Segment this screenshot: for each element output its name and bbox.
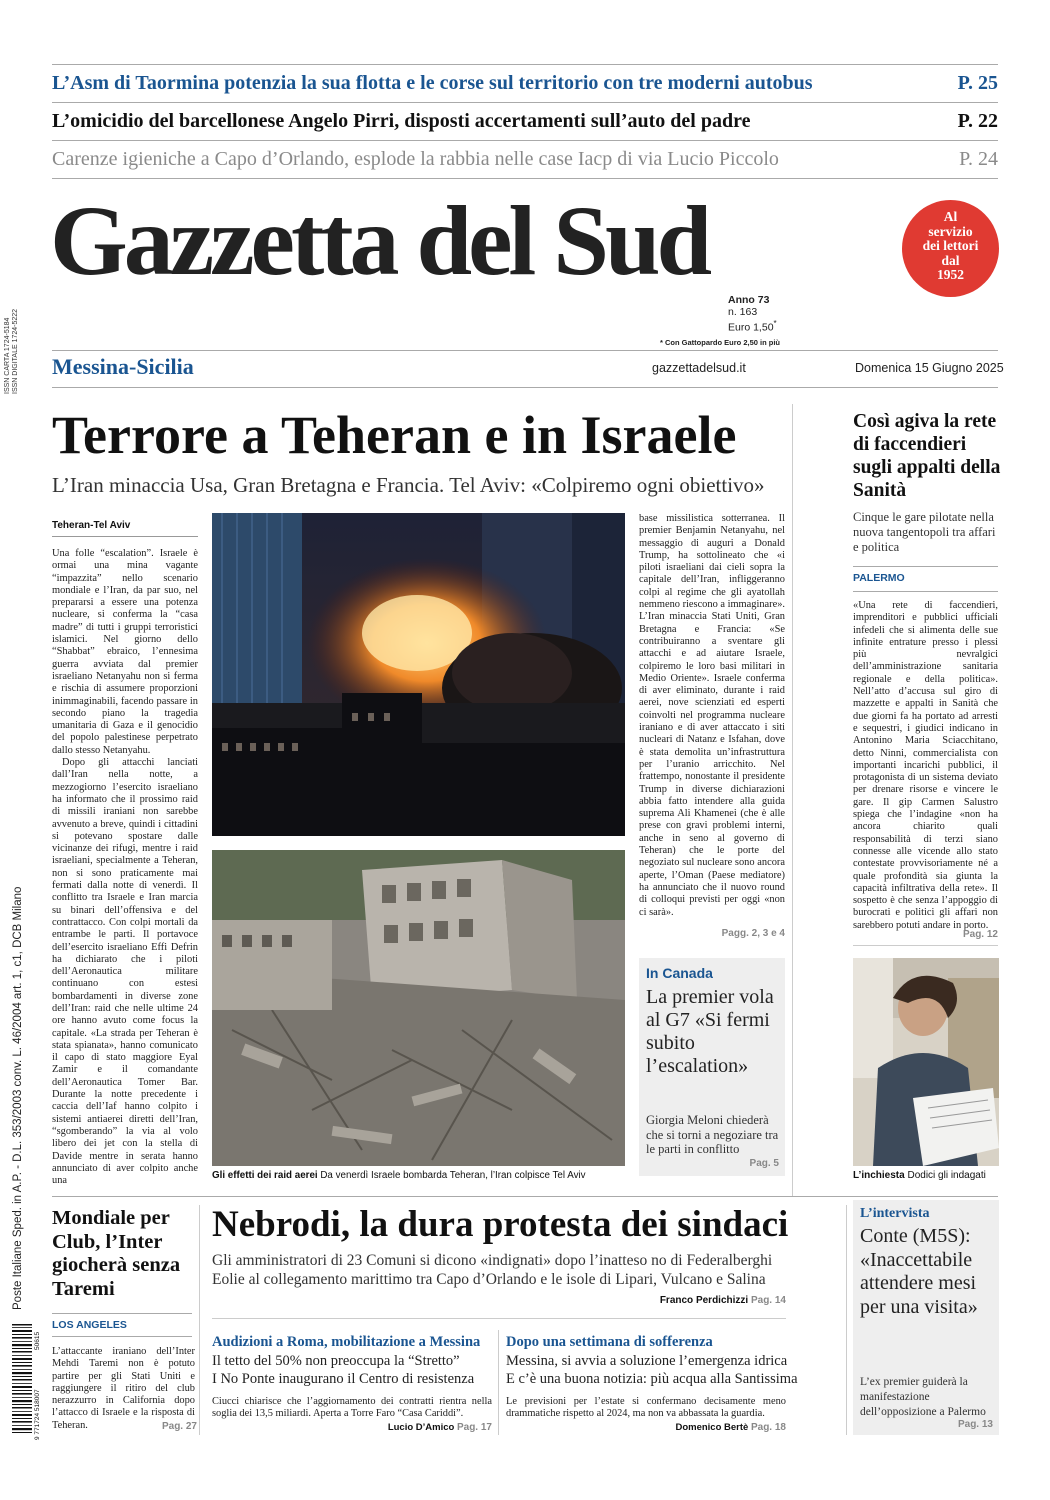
bottom-col-rule-2 [846,1205,847,1435]
teaser-3-text: Carenze igieniche a Capo d’Orlando, esplode la rabbia nelle case Iacp di via Lucio Piccolo [52,148,779,170]
bottom-col-rule-3 [498,1330,499,1435]
acqua-byline [506,1422,786,1433]
inter-body: L’attaccante iraniano dell’Inter Mehdi Taremi non è potuto partire per gli Stati Uniti e raggiungere il ritiro del club nerazzurro in California dopo l’attacco di Israele e la risposta di Teheran. [52,1346,195,1431]
lead-photo-explosion [212,513,625,836]
teaser-2[interactable] [52,103,998,141]
teaser-1-text: L’Asm di Taormina potenzia la sua flotta e le corse sul territorio con tre moderni autobus [52,72,813,94]
numero: n. 163 [728,305,758,318]
issue-info [728,295,777,334]
rubble-image [212,850,625,1166]
sanita-dateline: PALERMO [853,572,905,584]
sanita-caption [853,1170,1003,1181]
intervista-box[interactable] [853,1200,999,1435]
lead-column-1 [52,548,198,1187]
sanita-body: «Una rete di faccendieri, imprenditori e pubblici ufficiali infedeli che si alimenta delle sue infinite entrature presso i plessi più nevralgici dell’amministrazione sanitaria regionale e della politica». Nell’atto d’accusa sul giro di mazzette e appalti in Sanità che due giorni fa ha portato ad arresti e sequestri, i giudici indicano in Antonino Maria Sciacchitano, detto Ninni, commercialista con importanti incarichi pubblici, il protagonista di un sistema deviato per drenare risorse e vincere le gare. Il gip Carmen Salustro spiega che l’indagine «non ha ancora chiarito quali responsabilità di terzi siano connesse alle vicende allo stato contestate provvisoriamente né a quale profondità sia giunta la capacità infiltrativa della rete». Il sospetto è che senza l’appoggio di burocrati e politici gli affari non sarebbero potuti andare in porto. [853,600,998,931]
teaser-1-page: P. 25 [957,72,998,94]
nebrodi-subhead: Gli amministratori di 23 Comuni si dicono «indignati» dopo l’inatteso no di Federalberghi Eolie al collegamento marittimo tra Capo d’Orlando e le isole di Lipari, Vulcano e Salina [212,1252,773,1288]
prezzo: Euro 1,50 [728,321,774,334]
sanita-caption-bold: L’inchiesta [853,1170,905,1181]
bottom-section-rule [52,1196,998,1197]
intervista-text: L’ex premier guiderà la manifestazione dell’opposizione a Palermo [860,1376,986,1418]
sanita-page[interactable]: Pag. 12 [962,929,998,940]
intervista-page: Pag. 13 [957,1419,993,1430]
issn-block [4,309,20,394]
teaser-2-page: P. 22 [957,110,998,132]
masthead-rule-bottom [52,387,998,388]
lead-subhead: L’Iran minaccia Usa, Gran Bretagna e Francia. Tel Aviv: «Colpiremo ogni obiettivo» [52,473,765,497]
canada-kicker: In Canada [646,965,713,981]
sanita-subhead: Cinque le gare pilotate nella nuova tangentopoli tra affari e politica [853,510,996,554]
sanita-headline[interactable]: Così agiva la rete di faccendieri sugli appalti della Sanità [853,411,1001,501]
explosion-image [212,513,625,836]
nebrodi-headline[interactable]: Nebrodi, la dura protesta dei sindaci [212,1204,789,1245]
lead-photo-caption [212,1170,632,1181]
anno: Anno 73 [728,294,770,306]
teaser-3-page: P. 24 [959,148,998,170]
caption-text: Da venerdì Israele bombarda Teheran, l’Iran colpisce Tel Aviv [320,1170,586,1181]
founding-badge [902,200,999,297]
badge-line-3: dei lettori [922,238,979,253]
lead-col1-para1: Una folle “escalation”. Israele è ormai una mina vagante “impazzita” nello scenario mondiale e l’Iran, da par suo, nel prepararsi a essere una potenza nucleare, si conferma la “casa madre” di tutti i gruppi terroristici islamici. Nel giorno dello “Shabbat” ebraico, l’ennesima guerra avviata dal premier israeliano Netanyahu non si ferma e rischia di assumere proporzioni inimmaginabili, facendo passare in secondo piano la tragedia umanitaria di Gaza e il genocidio del popolo palestinese perpetrato dallo stesso Netanyahu. [52,548,198,756]
audizioni-line1: Il tetto del 50% non preoccupa la “Stretto” [212,1353,460,1369]
intervista-headline: Conte (M5S): «Inaccettabile attendere mesi per una visita» [860,1225,978,1318]
sanita-dateline-rule [853,591,998,592]
canada-text: Giorgia Meloni chiederà che si torni a negoziare tra le parti in conflitto [646,1113,779,1156]
acqua-author: Domenico Bertè [675,1422,749,1433]
canada-headline: La premier vola al G7 «Si fermi subito l’escalation» [646,986,774,1077]
sanita-bottom-rule [853,945,998,946]
police-officer-image [853,958,999,1166]
sanita-rule [853,566,998,567]
audizioni-line2: I No Ponte inaugurano il Centro di resistenza [212,1371,475,1387]
nebrodi-byline [212,1295,786,1306]
dateline-rule [52,536,198,537]
nebrodi-page[interactable]: Pag. 14 [750,1295,786,1306]
lead-column-3: base missilistica sotterranea. Il premier Benjamin Netanyahu, nel messaggio di auguri a Donald Trump, ha sottolineato che «i piloti israeliani dai cieli sopra la capitale dell’Iran, infliggeranno colpi al regime che gli ayatollah nemmeno riescono a immaginare». L’Iran minaccia Stati Uniti, Gran Bretagna e Francia: «Se contribuiranno a sventare gli attacchi e ad aiutare Israele, colpiremo le loro basi militari in Medio Oriente». Israele conferma di aver eliminato, durante i raid aerei, nove scienziati ed esperti coinvolti nel programma nucleare iraniano e di aver attaccato i siti nucleari di Natanz e Isfahan, dove è stata demolita un’infrastruttura per l’uranio arricchito. Nel frattempo, nonostante il presidente Trump in diverse dichiarazioni abbia fatto intendere alla guida suprema Ali Khamenei (che è alle prese con gravi problemi interni, anche in seno al governo di Teheran) che le porte del negoziato sul nucleare sono ancora aperte, l’Oman (Paese mediatore) ha annunciato che il nuovo round di colloqui previsti per oggi «non ci sarà». [639,513,785,918]
acqua-kicker[interactable]: Dopo una settimana di sofferenza [506,1334,713,1350]
audizioni-byline [212,1422,492,1433]
sanita-photo [853,958,999,1166]
inter-page[interactable]: Pag. 27 [161,1421,197,1432]
teaser-3[interactable] [52,141,998,179]
canada-page: Pag. 5 [749,1158,779,1169]
acqua-line2: E c’è una buona notizia: più acqua alla Santissima [506,1371,798,1387]
issue-date: Domenica 15 Giugno 2025 [855,361,1004,375]
barcode-issue: 50615 [34,1331,41,1350]
nebrodi-author: Franco Perdichizzi [659,1295,749,1306]
audizioni-page[interactable]: Pag. 17 [456,1422,492,1433]
inter-headline[interactable]: Mondiale per Club, l’Inter giocherà senza Taremi [52,1207,181,1300]
badge-line-4: dal [941,252,960,268]
issn-carta: ISSN CARTA 1724-5184 [4,317,11,394]
nebrodi-rule [212,1318,786,1319]
badge-line-1: Al [943,209,958,224]
acqua-line1: Messina, si avvia a soluzione l’emergenza idrica [506,1353,788,1369]
lead-col1-para2: Dopo gli attacchi lanciati dall’Iran nella notte, a mezzogiorno l’esercito israeliano ha informato che il prossimo raid di missili iraniani non sarebbe avvenuto a breve, quindi i cittadini si potevano spostare dalle vicinanze dei rifugi, mentre i raid israeliani, specialmente a Teheran, non si sono praticamente mai fermati dalla notte di venerdì. Il conflitto tra Israele e Iran marcia su binari dell’offensiva e del contrattacco. Con colpi mortali da entrambe le parti. Il portavoce dell’esercito israeliano Effi Defrin ha dichiarato che i piloti dell’Aeronautica militare continuano con estesi bombardamenti in diverse zone dell’Iran: raid che nelle ultime 24 ore hanno avuto come focus la capitale. «La strada per Teheran è stata spianata», hanno comunicato il capo di stato maggiore Eyal Zamir e il comandante dell’Aeronautica Tomer Bar. Durante la notte precedente i caccia dell’Iaf hanno colpito i sistemi antiaerei diretti dell’Iran, “sgomberando” la via al volo libero dei jet con la stella di Davide mentre in serata hanno annunciato di aver colpito anche una [52,757,198,1187]
issn-digitale: ISSN DIGITALE 1724-5222 [12,308,19,394]
acqua-page[interactable]: Pag. 18 [750,1422,786,1433]
inter-rule [52,1313,192,1314]
teaser-2-text: L’omicidio del barcellonese Angelo Pirri, disposti accertamenti sull’auto del padre [52,110,751,132]
audizioni-author: Lucio D’Amico [387,1422,455,1433]
prezzo-asterisk: * [773,319,777,328]
inter-dateline-rule [52,1336,192,1337]
edition-label: Messina-Sicilia [52,354,194,379]
lead-pages[interactable]: Pagg. 2, 3 e 4 [721,928,785,939]
acqua-body: Le previsioni per l’estate si confermano decisamente meno drammatiche rispetto al 2024, ma non va abbassata la guardia. [506,1396,786,1420]
masthead-title: Gazzetta del Sud [50,185,709,296]
column-rule-right [792,404,793,1196]
barcode-number: 9 771724 518007 [34,1389,41,1440]
badge-line-5: 1952 [937,267,964,282]
website[interactable]: gazzettadelsud.it [652,361,746,375]
teaser-1[interactable] [52,65,998,103]
masthead-rule-top [52,350,998,351]
badge-line-2: servizio [928,223,973,239]
postal-notice: Poste Italiane Sped. in A.P. - D.L. 353/2003 conv. L. 46/2004 art. 1, c1, DCB Milano [12,886,24,1310]
lead-dateline: Teheran-Tel Aviv [52,520,131,531]
caption-bold: Gli effetti dei raid aerei [212,1170,318,1181]
lead-photo-rubble [212,850,625,1166]
intervista-kicker: L’intervista [860,1206,930,1221]
canada-box[interactable] [639,958,785,1176]
price-note: * Con Gattopardo Euro 2,50 in più [660,338,781,347]
sanita-caption-text: Dodici gli indagati [907,1170,986,1181]
inter-dateline: LOS ANGELES [52,1319,127,1331]
audizioni-body: Ciucci chiarisce che l’aggiornamento dei contratti rientra nella soglia dei 13,5 miliardi. Aperta a Torre Faro “Casa Cariddi”. [212,1396,492,1420]
lead-headline[interactable]: Terrore a Teheran e in Israele [52,405,737,465]
audizioni-kicker[interactable]: Audizioni a Roma, mobilitazione a Messina [212,1334,481,1350]
